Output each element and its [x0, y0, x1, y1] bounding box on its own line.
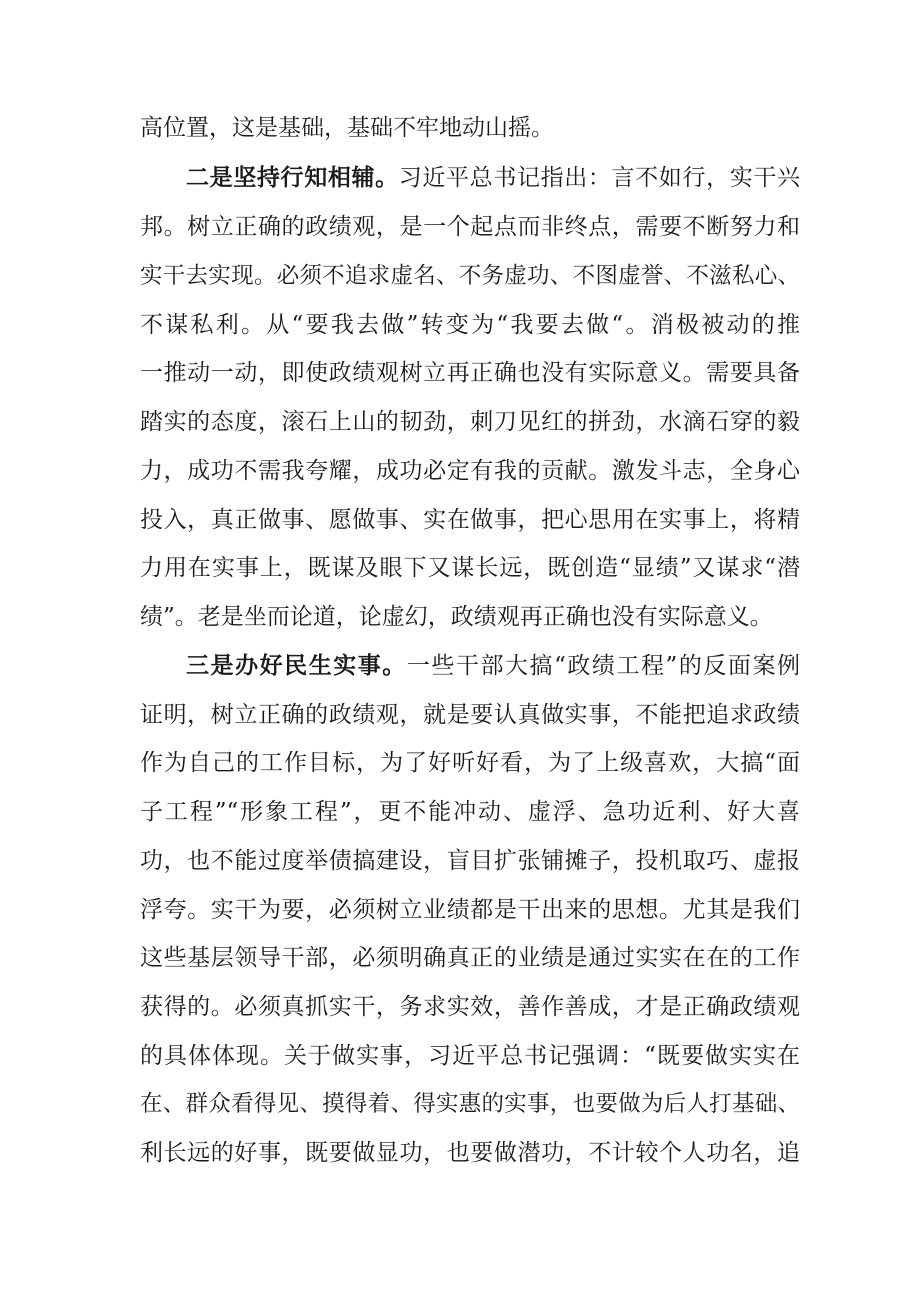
- section-heading: 二是坚持行知相辅。: [186, 165, 399, 191]
- section-heading: 三是办好民生实事。: [186, 653, 407, 679]
- paragraph-line: 功，也不能过度举债搞建设，盲目扩张铺摊子，投机取巧、虚报: [140, 848, 800, 874]
- paragraph-heading-line: [186, 642, 800, 690]
- paragraph-line: 高位置，这是基础，基础不牢地动山摇。: [140, 115, 554, 141]
- paragraph-line: 这些基层领导干部，必须明确真正的业绩是通过实实在在的工作: [140, 945, 800, 971]
- paragraph-line: 一推动一动，即使政绩观树立再正确也没有实际意义。需要具备: [140, 360, 800, 386]
- paragraph-line: 证明，树立正确的政绩观，就是要认真做实事，不能把追求政绩: [140, 702, 800, 728]
- paragraph-line: 不谋私利。从“要我去做”转变为“我要去做“。消极被动的推: [140, 312, 800, 338]
- paragraph-line: 踏实的态度，滚石上山的韧劲，刺刀见红的拼劲，水滴石穿的毅: [140, 409, 800, 435]
- paragraph-line: 在、群众看得见、摸得着、得实惠的实事，也要做为后人打基础、: [140, 1091, 800, 1117]
- paragraph-text: 一些干部大搞“政绩工程”的反面案例: [406, 653, 800, 679]
- paragraph-text: 习近平总书记指出：言不如行，实干兴: [398, 165, 801, 191]
- paragraph-line: 绩”。老是坐而论道，论虚幻，政绩观再正确也没有实际意义。: [140, 604, 773, 630]
- paragraph-line: 的具体体现。关于做实事，习近平总书记强调：“既要做实实在: [140, 1043, 800, 1069]
- paragraph-heading-line: [186, 154, 800, 202]
- paragraph-line: 实干去实现。必须不追求虚名、不务虚功、不图虚誉、不滋私心、: [140, 263, 800, 289]
- paragraph-line: 力用在实事上，既谋及眼下又谋长远，既创造“显绩”又谋求“潜: [140, 555, 800, 581]
- paragraph-line: 浮夸。实干为要，必须树立业绩都是干出来的思想。尤其是我们: [140, 897, 800, 923]
- paragraph-line: 投入，真正做事、愿做事、实在做事，把心思用在实事上，将精: [140, 507, 800, 533]
- paragraph-line: 邦。树立正确的政绩观，是一个起点而非终点，需要不断努力和: [140, 214, 800, 240]
- paragraph-line: 力，成功不需我夸耀，成功必定有我的贡献。激发斗志，全身心: [140, 458, 800, 484]
- paragraph-line: 作为自己的工作目标，为了好听好看，为了上级喜欢，大搞“面: [140, 750, 800, 776]
- paragraph-line: 子工程”“形象工程”，更不能冲动、虚浮、急功近利、好大喜: [140, 799, 800, 825]
- paragraph-line: 获得的。必须真抓实干，务求实效，善作善成，才是正确政绩观: [140, 994, 800, 1020]
- paragraph-line: 利长远的好事，既要做显功，也要做潜功，不计较个人功名，追: [140, 1140, 800, 1166]
